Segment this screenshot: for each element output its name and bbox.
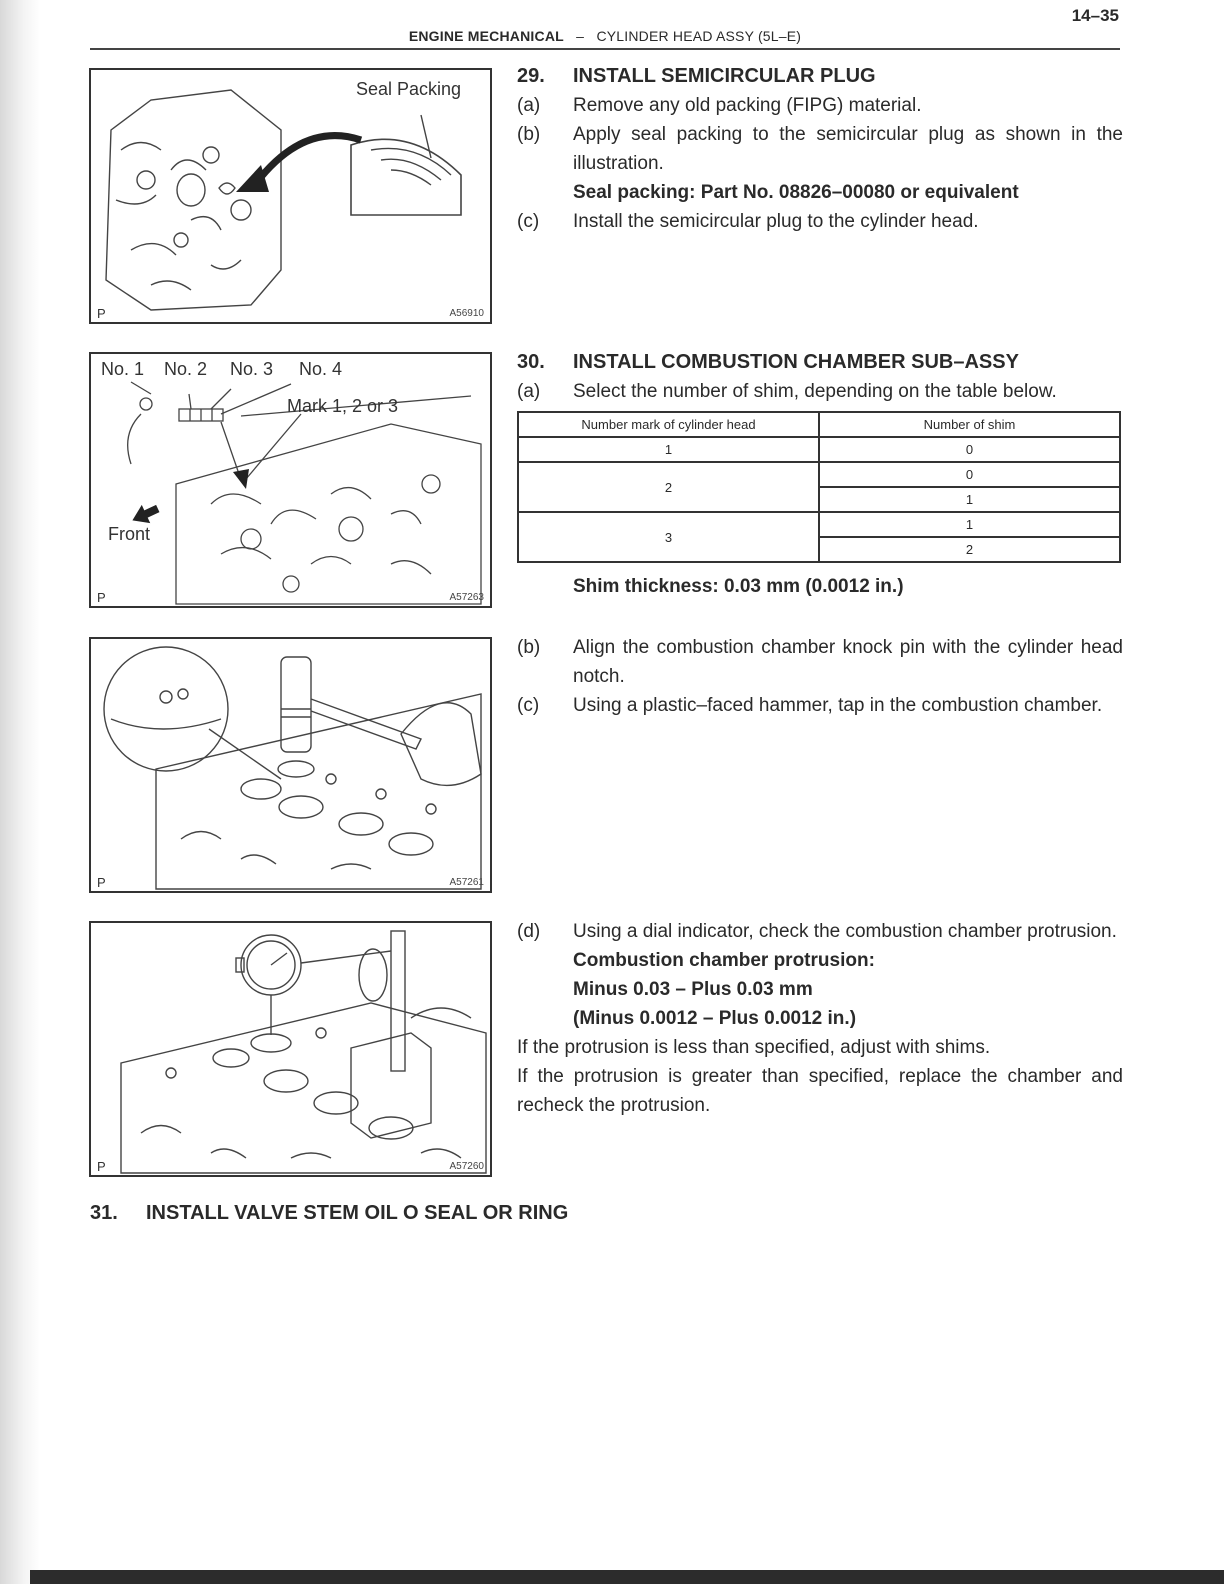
page-number: 14–35: [1071, 6, 1119, 25]
figure-hammer: [89, 637, 492, 893]
figure-p-mark: P: [97, 590, 106, 605]
item-text: Align the combustion chamber knock pin with the cylinder head notch.: [573, 637, 1123, 687]
shim-table: [517, 411, 1121, 563]
item-key: (b): [517, 637, 541, 658]
figure-seal-packing: [89, 68, 492, 324]
table-cell: 1: [819, 512, 1120, 537]
protrusion-note-greater: If the protrusion is greater than specified, replace the chamber and recheck the protrusion.: [517, 1066, 1123, 1116]
step-29-item-a: [517, 91, 1123, 120]
label-no-1: No. 1: [101, 359, 145, 379]
table-cell: 3: [518, 512, 819, 562]
step-29-item-b: [517, 120, 1123, 178]
running-header: [90, 28, 1120, 44]
seal-packing-illustration: [91, 70, 492, 324]
figure-code: A57260: [449, 1161, 484, 1172]
item-text: Apply seal packing to the semicircular plug as shown in the illustration.: [573, 124, 1123, 174]
figure-p-mark: P: [97, 875, 106, 890]
figure-p-mark: P: [97, 1159, 106, 1174]
cylinder-head-mark-illustration: [91, 354, 492, 608]
protrusion-spec-mm: Minus 0.03 – Plus 0.03 mm: [573, 979, 813, 1000]
step-30-item-d: [517, 917, 1123, 946]
header-separator: –: [576, 28, 585, 44]
hammer-tap-illustration: [91, 639, 492, 893]
step-30-items-bc: [517, 633, 1123, 720]
item-key: (c): [517, 211, 540, 232]
table-row: [518, 437, 1120, 462]
label-no-4: No. 4: [299, 359, 343, 379]
step-30-title: INSTALL COMBUSTION CHAMBER SUB–ASSY: [573, 351, 1019, 373]
dial-indicator-illustration: [91, 923, 492, 1177]
item-key: (c): [517, 695, 540, 716]
header-subsection: CYLINDER HEAD ASSY (5L–E): [596, 28, 802, 44]
item-key: (a): [517, 95, 541, 116]
step-29-title: INSTALL SEMICIRCULAR PLUG: [573, 65, 876, 87]
table-cell: 0: [819, 462, 1120, 487]
item-key: (a): [517, 381, 541, 402]
protrusion-note-less: If the protrusion is less than specified, adjust with shims.: [517, 1037, 991, 1058]
step-30-item-a: [517, 377, 1123, 406]
figure-code: A56910: [449, 308, 484, 319]
protrusion-spec-in: (Minus 0.0012 – Plus 0.0012 in.): [573, 1008, 857, 1029]
shim-thickness-block: [517, 572, 1123, 601]
table-cell: 1: [819, 487, 1120, 512]
table-header: Number of shim: [819, 412, 1120, 437]
item-key: (d): [517, 921, 541, 942]
table-cell: 1: [518, 437, 819, 462]
table-cell: 2: [518, 462, 819, 512]
step-30-heading: [517, 348, 1123, 377]
step-31-number: 31.: [90, 1202, 118, 1224]
table-header: Number mark of cylinder head: [518, 412, 819, 437]
shim-thickness-spec: Shim thickness: 0.03 mm (0.0012 in.): [573, 576, 904, 597]
header-section: ENGINE MECHANICAL: [408, 28, 564, 44]
step-29-item-c: [517, 207, 1123, 236]
figure-cylinder-marks: [89, 352, 492, 608]
seal-packing-spec: Seal packing: Part No. 08826–00080 or equivalent: [573, 182, 1019, 203]
item-text: Using a dial indicator, check the combustion chamber protrusion.: [573, 921, 1117, 942]
item-text: Select the number of shim, depending on the table below.: [573, 381, 1057, 402]
table-row: [518, 462, 1120, 487]
step-30: [517, 348, 1123, 406]
label-no-3: No. 3: [230, 359, 274, 379]
bottom-edge-bar: [30, 1570, 1224, 1584]
mark-label: Mark 1, 2 or 3: [287, 396, 399, 416]
item-text: Remove any old packing (FIPG) material.: [573, 95, 922, 116]
step-30-item-d-block: [517, 917, 1123, 1120]
item-text: Install the semicircular plug to the cylinder head.: [573, 211, 979, 232]
step-29-heading: [517, 62, 1123, 91]
step-30-item-b: [517, 633, 1123, 691]
front-label: Front: [108, 524, 151, 544]
seal-packing-label: Seal Packing: [356, 79, 462, 99]
label-no-2: No. 2: [164, 359, 208, 379]
figure-p-mark: P: [97, 306, 106, 321]
item-text: Using a plastic–faced hammer, tap in the combustion chamber.: [573, 695, 1103, 716]
protrusion-spec-title: Combustion chamber protrusion:: [573, 950, 875, 971]
header-rule: [90, 48, 1120, 50]
step-30-number: 30.: [517, 351, 545, 373]
step-31-title: INSTALL VALVE STEM OIL O SEAL OR RING: [146, 1202, 569, 1224]
figure-code: A57261: [449, 877, 484, 888]
step-31-heading: [90, 1202, 568, 1225]
table-cell: 2: [819, 537, 1120, 562]
page-binding-shadow: [0, 0, 40, 1584]
figure-dial-indicator: [89, 921, 492, 1177]
step-29-number: 29.: [517, 65, 545, 87]
table-row: [518, 512, 1120, 537]
step-30-item-c: [517, 691, 1123, 720]
figure-code: A57263: [449, 592, 484, 603]
table-cell: 0: [819, 437, 1120, 462]
step-29: [517, 62, 1123, 236]
table-header-row: [518, 412, 1120, 437]
item-key: (b): [517, 124, 541, 145]
